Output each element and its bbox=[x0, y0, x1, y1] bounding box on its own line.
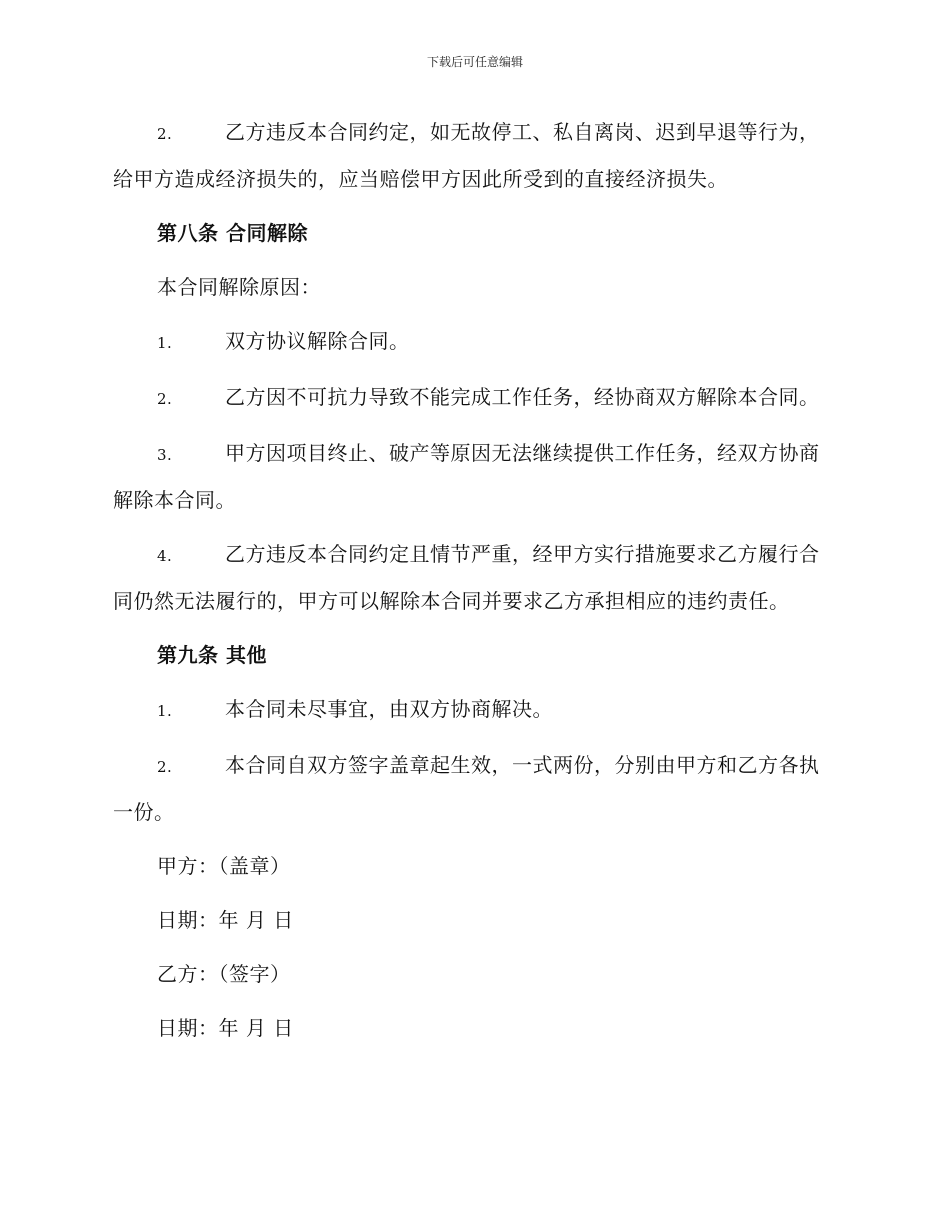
item-number: 4. bbox=[157, 547, 173, 565]
article-8-item-2 bbox=[113, 375, 837, 422]
item-text: 本合同自双方签字盖章起生效，一式两份，分别由甲方和乙方各执一份。 bbox=[113, 753, 820, 824]
item-text: 本合同未尽事宜，由双方协商解决。 bbox=[225, 697, 553, 721]
article-8-item-4 bbox=[113, 532, 837, 624]
signature-party-b: 乙方：（签字） bbox=[157, 962, 291, 986]
document-body bbox=[113, 110, 837, 1060]
article-8-title: 第八条 合同解除 bbox=[157, 221, 308, 245]
item-text: 乙方违反本合同约定且情节严重，经甲方实行措施要求乙方履行合同仍然无法履行的，甲方可以解除本合同并要求乙方承担相应的违约责任。 bbox=[113, 542, 820, 613]
article-9-item-2 bbox=[113, 743, 837, 835]
article-8-item-3 bbox=[113, 431, 837, 523]
item-number: 2. bbox=[157, 758, 173, 776]
item-text: 双方协议解除合同。 bbox=[225, 329, 410, 353]
item-text: 乙方违反本合同约定，如无故停工、私自离岗、迟到早退等行为，给甲方造成经济损失的，应当赔偿甲方因此所受到的直接经济损失。 bbox=[113, 120, 820, 191]
item-number: 1. bbox=[157, 702, 173, 720]
item-number: 3. bbox=[157, 446, 173, 464]
article-8-item-1 bbox=[113, 319, 837, 366]
item-text: 乙方因不可抗力导致不能完成工作任务，经协商双方解除本合同。 bbox=[225, 385, 820, 409]
article-8-intro: 本合同解除原因： bbox=[157, 275, 321, 299]
signature-party-a: 甲方：（盖章） bbox=[157, 854, 291, 878]
article-9-item-1 bbox=[113, 687, 837, 734]
item-number: 2. bbox=[157, 125, 173, 143]
item-number: 2. bbox=[157, 390, 173, 408]
signature-date-b: 日期：年 月 日 bbox=[157, 1016, 294, 1040]
item-number: 1. bbox=[157, 334, 173, 352]
item-text: 甲方因项目终止、破产等原因无法继续提供工作任务，经双方协商解除本合同。 bbox=[113, 441, 820, 512]
article-9-title: 第九条 其他 bbox=[157, 643, 267, 667]
violation-item-2 bbox=[113, 110, 837, 202]
signature-date-a: 日期：年 月 日 bbox=[157, 908, 294, 932]
page-header: 下载后可任意编辑 bbox=[426, 55, 523, 69]
